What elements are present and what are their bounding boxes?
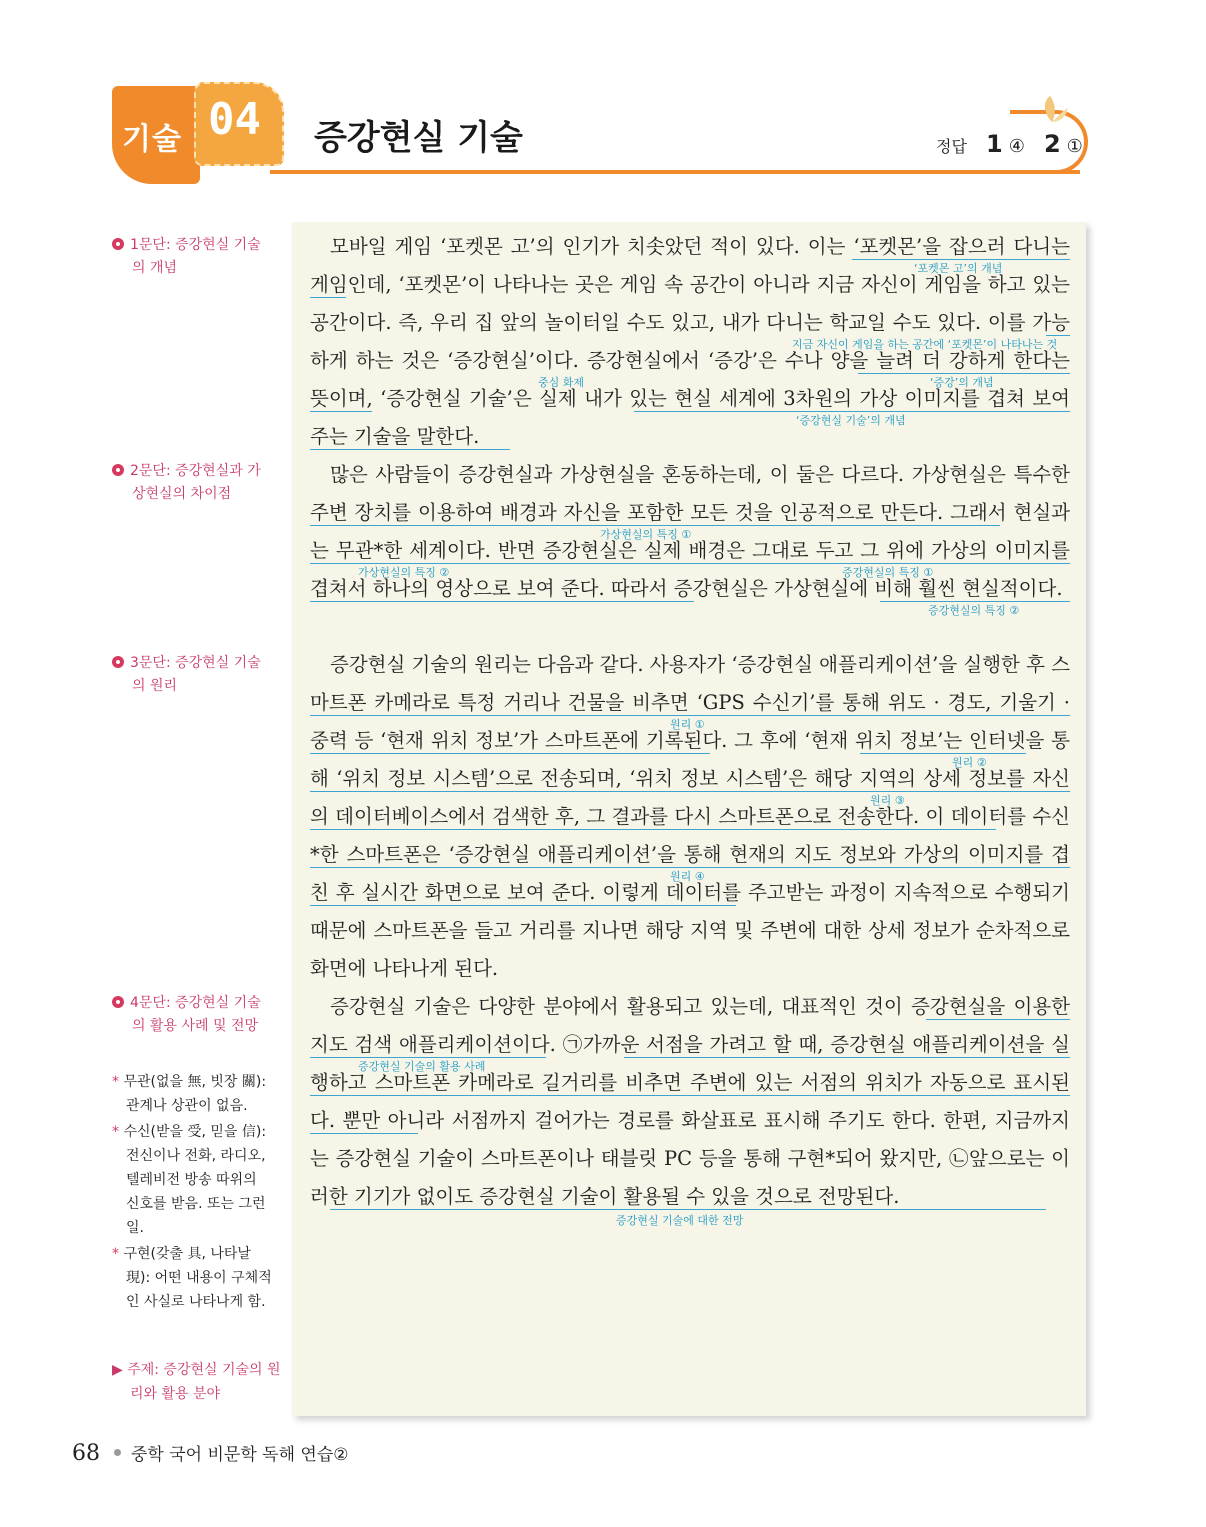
glossary: [112, 1070, 272, 1316]
leaf-icon: [1034, 94, 1070, 124]
sidebar-summary-1: 1문단: 증강현실 기술의 개념: [112, 234, 267, 280]
underline: [858, 373, 1070, 374]
answer1-number: 1: [986, 130, 1003, 158]
underline: [310, 1057, 546, 1058]
underline: [624, 1057, 1070, 1058]
underline: [310, 829, 996, 830]
annotation: 지금 자신이 게임을 하는 공간에 ‘포켓몬’이 나타나는 것: [792, 338, 1058, 351]
bullet-icon: [112, 996, 124, 1008]
underline: [310, 791, 1070, 792]
page-footer: [72, 1440, 349, 1466]
glossary-item: * 무관(없을 無, 빗장 關): 관계나 상관이 없음.: [112, 1074, 267, 1114]
annotation: 가상현실의 특징 ②: [358, 566, 450, 579]
underline: [310, 449, 510, 450]
paragraph-4: 증강현실 기술은 다양한 분야에서 활용되고 있는데, 대표적인 것이 증강현실을 이용한 지도 검색 애플리케이션이다. ㉠가까운 서점을 가려고 할 때, 증강현실 애플리케이션을 실행하고 스마트폰 카메라로 길거리를 비추면 주변에 있는 서점의 위치가 자동으로 표시된다. 뿐만 아니라 서점까지 걸어가는 경로를 화살표로 표시해 주기도 한다. 한편, 지금까지는 증강현실 기술이 스마트폰이나 태블릿 PC 등을 통해 구현*되어 왔지만, ㉡앞으로는 이러한 기기가 없이도 증강현실 기술이 활용될 수 있을 것으로 전망된다.: [310, 995, 1070, 1208]
paragraph-2: 많은 사람들이 증강현실과 가상현실을 혼동하는데, 이 둘은 다르다. 가상현실은 특수한 주변 장치를 이용하여 배경과 자신을 포함한 모든 것을 인공적으로 만든다. 그래서 현실과는 무관*한 세계이다. 반면 증강현실은 실제 배경은 그대로 두고 그 위에 가상의 이미지를 겹쳐서 하나의 영상으로 보여 준다. 따라서 증강현실은 가상현실에 비해 훨씬 현실적이다.: [310, 463, 1070, 600]
underline: [310, 1095, 1070, 1096]
bullet-icon: [112, 464, 124, 476]
underline: [310, 715, 1070, 716]
section-badge: [112, 86, 200, 184]
bullet-icon: [112, 656, 124, 668]
underline: [310, 411, 372, 412]
asterisk-icon: *: [112, 1124, 124, 1140]
book-title: 중학 국어 비문학 독해 연습②: [131, 1445, 349, 1465]
underline: [860, 753, 1026, 754]
underline: [330, 1209, 1046, 1210]
annotation: 증강현실의 특징 ①: [842, 566, 934, 579]
asterisk-icon: *: [112, 1246, 124, 1262]
underline: [880, 601, 1070, 602]
glossary-item: * 수신(받을 受, 믿을 信): 전신이나 전화, 라디오, 텔레비전 방송 따위의 신호를 받음. 또는 그런 일.: [112, 1124, 267, 1236]
asterisk-icon: *: [112, 1074, 124, 1090]
annotation: ‘증강’의 개념: [930, 376, 994, 389]
underline: [634, 411, 1070, 412]
annotation: 원리 ④: [670, 870, 705, 883]
underline: [310, 1133, 418, 1134]
annotation: 중심 화제: [538, 376, 585, 389]
answer-label: 정답: [936, 137, 967, 156]
annotation: ‘포켓몬 고’의 개념: [914, 262, 1003, 275]
header-rule: [270, 170, 1080, 174]
underline: [310, 753, 710, 754]
footer-dot-icon: [114, 1449, 121, 1456]
underline: [926, 1019, 1070, 1020]
annotation: 원리 ②: [952, 756, 987, 769]
answer-key: [936, 130, 1083, 158]
triangle-icon: ▶: [112, 1362, 128, 1378]
section-number-badge: [194, 82, 284, 166]
underline: [310, 867, 1070, 868]
answer1-choice: ④: [1008, 136, 1025, 157]
underline: [310, 905, 736, 906]
theme-summary: ▶ 주제: 증강현실 기술의 원리와 활용 분야: [112, 1362, 281, 1402]
bullet-icon: [112, 238, 124, 250]
sidebar-summary-4: 4문단: 증강현실 기술의 활용 사례 및 전망: [112, 992, 267, 1038]
section-number: 04: [208, 94, 261, 145]
underline: [310, 563, 1070, 564]
page-title: 증강현실 기술: [314, 118, 523, 158]
annotation: 증강현실 기술의 활용 사례: [358, 1060, 486, 1073]
sidebar-summary-2: 2문단: 증강현실과 가상현실의 차이점: [112, 460, 267, 506]
paragraph-1: 모바일 게임 ‘포켓몬 고’의 인기가 치솟았던 적이 있다. 이는 ‘포켓몬’을 잡으러 다니는 게임인데, ‘포켓몬’이 나타나는 곳은 게임 속 공간이 아니라 지금 자신이 게임을 하고 있는 공간이다. 즉, 우리 집 앞의 놀이터일 수도 있고, 내가 다니는 학교일 수도 있다. 이를 가능하게 하는 것은 ‘증강현실’이다. 증강현실에서 ‘증강’은 수나 양을 늘려 더 강하게 한다는 뜻이며, ‘증강현실 기술’은 실제 내가 있는 현실 세계에 3차원의 가상 이미지를 겹쳐 보여 주는 기술을 말한다.: [310, 235, 1070, 448]
paragraph-3: 증강현실 기술의 원리는 다음과 같다. 사용자가 ‘증강현실 애플리케이션’을 실행한 후 스마트폰 카메라로 특정 거리나 건물을 비추면 ‘GPS 수신기’를 통해 위도 · 경도, 기울기 · 중력 등 ‘현재 위치 정보’가 스마트폰에 기록된다. 그 후에 ‘현재 위치 정보’는 인터넷을 통해 ‘위치 정보 시스템’으로 전송되며, ‘위치 정보 시스템’은 해당 지역의 상세 정보를 자신의 데이터베이스에서 검색한 후, 그 결과를 다시 스마트폰으로 전송한다. 이 데이터를 수신*한 스마트폰은 ‘증강현실 애플리케이션’을 통해 현재의 지도 정보와 가상의 이미지를 겹친 후 실시간 화면으로 보여 준다. 이렇게 데이터를 주고받는 과정이 지속적으로 수행되기 때문에 스마트폰을 들고 거리를 지나면 해당 지역 및 주변에 대한 상세 정보가 순차적으로 화면에 나타나게 된다.: [310, 653, 1070, 980]
answer2-number: 2: [1043, 130, 1061, 158]
underline: [1046, 335, 1070, 336]
underline: [310, 525, 1000, 526]
underline: [852, 259, 1070, 260]
annotation: 가상현실의 특징 ①: [600, 528, 692, 541]
annotation: 증강현실 기술에 대한 전망: [616, 1214, 744, 1227]
glossary-item: * 구현(갖출 具, 나타날 現): 어떤 내용이 구체적인 사실로 나타나게 함.: [112, 1246, 272, 1310]
annotation: ‘증강현실 기술’의 개념: [796, 414, 906, 427]
annotation: 원리 ①: [670, 718, 705, 731]
answer2-choice: ①: [1066, 136, 1083, 157]
sidebar-summary-3: 3문단: 증강현실 기술의 원리: [112, 652, 267, 698]
annotation: 증강현실의 특징 ②: [928, 604, 1020, 617]
underline: [310, 297, 346, 298]
underline: [310, 601, 694, 602]
annotation: 원리 ③: [870, 794, 905, 807]
section-badge-label: 기술: [122, 122, 182, 157]
page-number: 68: [72, 1441, 100, 1466]
